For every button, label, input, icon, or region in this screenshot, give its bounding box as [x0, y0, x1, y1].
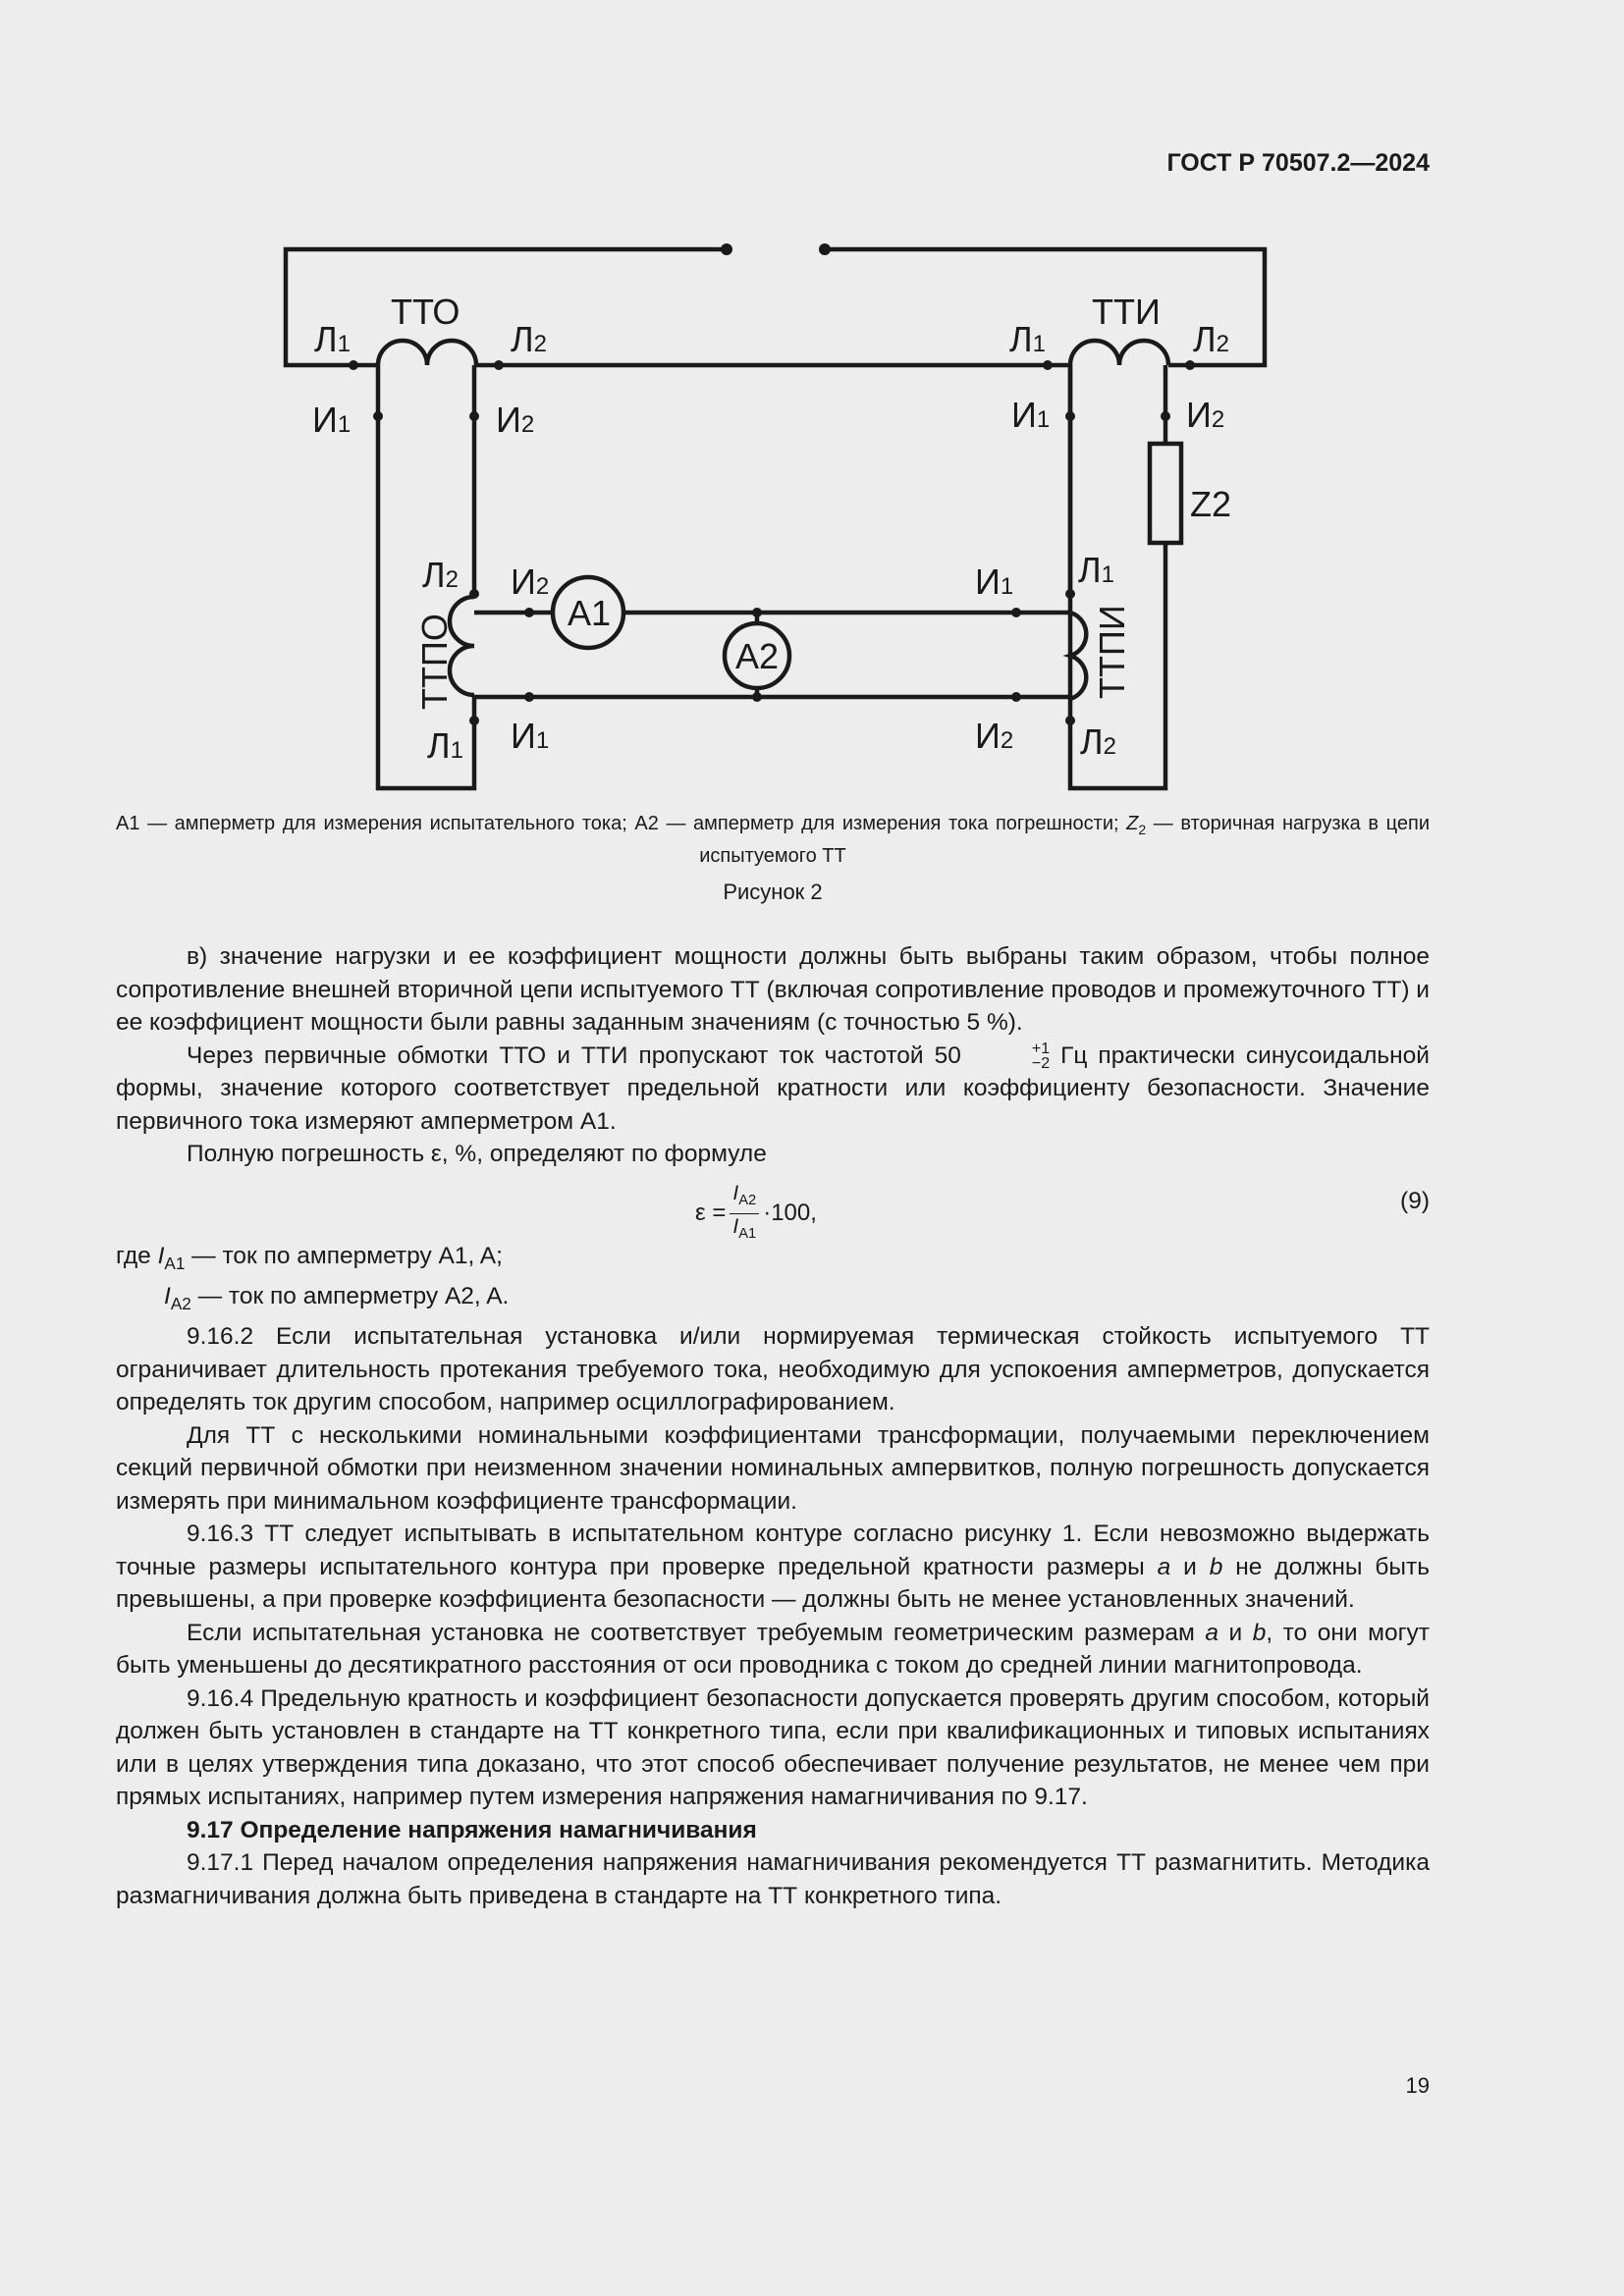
- svg-text:И2: И2: [975, 716, 1014, 756]
- svg-text:И1: И1: [1011, 395, 1051, 435]
- page-number: 19: [1405, 2073, 1430, 2098]
- body-text: [116, 940, 1430, 1912]
- svg-text:Л2: Л2: [422, 555, 459, 595]
- tto-primary-coil: [378, 341, 476, 365]
- svg-text:Л1: Л1: [1009, 319, 1046, 359]
- label-ttpi: ТТПИ: [1092, 605, 1132, 699]
- svg-text:И1: И1: [975, 561, 1014, 602]
- paragraph: Для ТТ с несколькими номинальными коэффициентами трансформации, получаемыми переключением секций первичной обмотки при неизменном значении номинальных ампервитков, полную погрешность допускается измерять при минимальном коэффициенте трансформации.: [116, 1421, 1430, 1515]
- paragraph: Если испытательная установка не соответствует требуемым геометрическим размерам a и b, то они могут быть уменьшены до десятикратного расстояния от оси проводника с током до средней линии магнитопровода.: [116, 1619, 1430, 1680]
- formula-number: (9): [1400, 1187, 1430, 1214]
- formula-9: ε = $\frac{I_{A2}}{I_{A1}}$ ·100, (9): [695, 1181, 1430, 1242]
- label-tti: ТТИ: [1092, 292, 1161, 332]
- svg-text:Л2: Л2: [511, 319, 547, 359]
- where-line: $I_{A2}$ — ток по амперметру A2, A.: [164, 1282, 510, 1313]
- ttpi-coil: [1070, 613, 1086, 699]
- section-heading: 9.17 Определение напряжения намагничивания: [187, 1816, 757, 1843]
- tti-primary-coil: [1070, 341, 1168, 365]
- paragraph: Полную погрешность ε, %, определяют по формуле: [187, 1141, 767, 1167]
- circuit-diagram: [0, 0, 1624, 815]
- svg-text:И2: И2: [1186, 395, 1225, 435]
- svg-text:Л1: Л1: [314, 319, 351, 359]
- paragraph: 9.17.1 Перед началом определения напряжения намагничивания рекомендуется ТТ размагнитить. Методика размагничивания должна быть приведена в стандарте на ТТ конкретного типа.: [116, 1849, 1430, 1909]
- figure-caption: A1 — амперметр для измерения испытательного тока; A2 — амперметр для измерения тока погрешности; $Z_2$ — вторичная нагрузка в цепи испытуемого ТТ: [116, 813, 1430, 867]
- where-line: где $I_{A1}$ — ток по амперметру A1, A;: [116, 1242, 503, 1273]
- svg-text:Л2: Л2: [1080, 721, 1116, 762]
- svg-text:И2: И2: [496, 400, 535, 440]
- svg-text:И1: И1: [312, 400, 352, 440]
- figure-title: Рисунок 2: [723, 880, 823, 904]
- document-header: ГОСТ Р 70507.2—2024: [1166, 149, 1430, 177]
- svg-text:Л1: Л1: [427, 725, 463, 766]
- svg-text:И2: И2: [511, 561, 550, 602]
- svg-text:Z2: Z2: [1190, 484, 1232, 524]
- primary-wire-left: [286, 249, 727, 365]
- paragraph: 9.16.2 Если испытательная установка и/или нормируемая термическая стойкость испытуемого ТТ ограничивает длительность протекания требуемого тока, необходимую для успокоения амперметров, допускается определять ток другим способом, например осциллографированием.: [116, 1323, 1430, 1416]
- paragraph: Через первичные обмотки ТТО и ТТИ пропускают ток частотой 50 +1 −2 Гц практически синусоидальной формы, значение которого соответствует предельной кратности или коэффициенту безопасности. Значение первичного тока измеряют амперметром A1.: [116, 1041, 1430, 1135]
- label-ttpo: ТТПО: [414, 614, 455, 710]
- svg-text:И1: И1: [511, 716, 550, 756]
- ammeter-a2-label: A2: [735, 636, 780, 676]
- svg-text:Л2: Л2: [1193, 319, 1229, 359]
- paragraph: 9.16.4 Предельную кратность и коэффициент безопасности допускается проверять другим способом, который должен быть установлен в стандарте на ТТ конкретного типа, если при квалификационных и типовых испытаниях или в целях утверждения типа доказано, что этот способ обеспечивает получение результатов, не менее чем при прямых испытаниях, например путем измерения напряжения намагничивания по 9.17.: [116, 1684, 1430, 1811]
- label-tto: ТТО: [391, 292, 460, 332]
- z2-resistor: [1150, 444, 1181, 543]
- ammeter-a1-label: A1: [568, 593, 612, 633]
- paragraph: в) значение нагрузки и ее коэффициент мощности должны быть выбраны таким образом, чтобы полное сопротивление внешней вторичной цепи испытуемого ТТ (включая сопротивление проводов и промежуточного ТТ) и ее коэффициент мощности были равны заданным значениям (с точностью 5 %).: [116, 943, 1430, 1036]
- paragraph: 9.16.3 ТТ следует испытывать в испытательном контуре согласно рисунку 1. Если невозможно выдержать точные размеры испытательного контура при проверке предельной кратности размеры a и b не должны быть превышены, а при проверке коэффициента безопасности — должны быть не менее установленных значений.: [116, 1521, 1430, 1614]
- svg-text:Л1: Л1: [1078, 550, 1114, 590]
